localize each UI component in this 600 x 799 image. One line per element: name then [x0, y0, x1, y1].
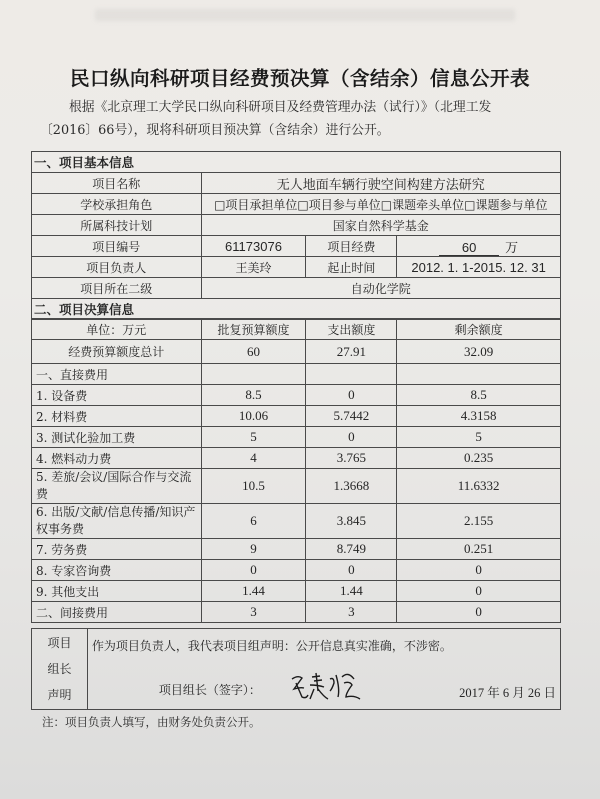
value-leader: 王美玲 — [201, 257, 306, 278]
label-period: 起止时间 — [306, 257, 397, 278]
label-project-no: 项目编号 — [32, 236, 202, 257]
label-project-name: 项目名称 — [32, 173, 202, 194]
row-project-no — [32, 236, 561, 257]
section2-heading: 二、项目决算信息 — [32, 299, 561, 320]
item-label: 1. 设备费 — [32, 385, 202, 406]
value-project-no: 61173076 — [201, 236, 306, 257]
item-label: 5. 差旅/会议/国际合作与交流费 — [32, 469, 202, 504]
item-remaining: 8.5 — [397, 385, 561, 406]
item-remaining: 11.6332 — [397, 469, 561, 504]
section1-heading: 一、项目基本信息 — [32, 152, 561, 173]
handwritten-signature — [288, 669, 368, 703]
label-school-role: 学校承担角色 — [32, 194, 202, 215]
item-budget: 0 — [201, 560, 306, 581]
funding-amount: 60 — [439, 240, 499, 256]
item-spent: 0 — [306, 560, 397, 581]
intro-paragraph — [42, 96, 562, 142]
item-spent: 3.845 — [306, 504, 397, 539]
declaration-row — [32, 629, 561, 710]
header-unit: 单位：万元 — [32, 319, 202, 340]
budget-table — [31, 318, 561, 623]
item-budget: 9 — [201, 539, 306, 560]
indirect-spent: 3 — [306, 602, 397, 623]
signature-label: 项目组长（签字）： — [158, 683, 261, 697]
label-funding: 项目经费 — [306, 236, 397, 257]
item-label: 6. 出版/文献/信息传播/知识产权事务费 — [32, 504, 202, 539]
item-label: 3. 测试化验加工费 — [32, 427, 202, 448]
table-row — [32, 406, 561, 427]
item-spent: 1.44 — [306, 581, 397, 602]
item-budget: 5 — [201, 427, 306, 448]
table-row — [32, 504, 561, 539]
item-spent: 5.7442 — [306, 406, 397, 427]
intro-line-2: 〔2016〕66号），现将科研项目预决算（含结余）进行公开。 — [40, 123, 390, 138]
item-spent: 1.3668 — [306, 469, 397, 504]
item-spent: 0 — [306, 385, 397, 406]
intro-line-1: 根据《北京理工大学民口纵向科研项目及经费管理办法（试行）》（北理工发 — [69, 100, 492, 115]
disclosure-table — [31, 151, 561, 320]
indirect-remaining: 0 — [397, 602, 561, 623]
budget-header-row — [32, 319, 561, 340]
value-period: 2012. 1. 1-2015. 12. 31 — [397, 257, 561, 278]
value-department: 自动化学院 — [201, 278, 560, 299]
header-spent: 支出额度 — [306, 319, 397, 340]
item-spent: 3.765 — [306, 448, 397, 469]
value-program: 国家自然科学基金 — [201, 215, 560, 236]
item-remaining: 4.3158 — [397, 406, 561, 427]
item-label: 8. 专家咨询费 — [32, 560, 202, 581]
table-row — [32, 581, 561, 602]
total-budget: 60 — [201, 340, 306, 364]
document-title: 民口纵向科研项目经费预决算（含结余）信息公开表 — [69, 67, 530, 90]
label-department: 项目所在二级 — [32, 278, 202, 299]
total-label: 经费预算额度总计 — [32, 340, 202, 364]
section2-heading-row — [32, 299, 561, 320]
header-remaining: 剩余额度 — [397, 319, 561, 340]
item-budget: 1.44 — [201, 581, 306, 602]
footnote: 注：项目负责人填写，由财务处负责公开。 — [42, 715, 261, 729]
indirect-budget: 3 — [201, 602, 306, 623]
item-label: 7. 劳务费 — [32, 539, 202, 560]
item-remaining: 2.155 — [397, 504, 561, 539]
table-row — [32, 560, 561, 581]
declaration-statement: 作为项目负责人，我代表项目组声明：公开信息真实准确，不涉密。 — [91, 639, 452, 653]
item-remaining: 0.235 — [397, 448, 561, 469]
section1-heading-row — [32, 152, 561, 173]
direct-heading-row — [32, 364, 561, 385]
bleed-through-text — [95, 9, 515, 21]
item-remaining: 0 — [397, 581, 561, 602]
total-spent: 27.91 — [306, 340, 397, 364]
item-spent: 8.749 — [306, 539, 397, 560]
item-remaining: 5 — [397, 427, 561, 448]
funding-unit: 万 — [505, 239, 519, 255]
value-funding — [397, 236, 561, 257]
item-budget: 4 — [201, 448, 306, 469]
item-budget: 10.06 — [201, 406, 306, 427]
row-leader — [32, 257, 561, 278]
item-label: 9. 其他支出 — [32, 581, 202, 602]
total-row — [32, 340, 561, 364]
item-budget: 8.5 — [201, 385, 306, 406]
item-label: 2. 材料费 — [32, 406, 202, 427]
row-project-name — [32, 173, 561, 194]
total-remaining: 32.09 — [397, 340, 561, 364]
declaration-table — [31, 628, 561, 710]
table-row — [32, 539, 561, 560]
table-row — [32, 469, 561, 504]
label-leader: 项目负责人 — [32, 257, 202, 278]
item-remaining: 0 — [397, 560, 561, 581]
item-remaining: 0.251 — [397, 539, 561, 560]
value-project-name: 无人地面车辆行驶空间构建方法研究 — [201, 173, 560, 194]
item-label: 4. 燃料动力费 — [32, 448, 202, 469]
direct-heading: 一、直接费用 — [32, 364, 202, 385]
table-row — [32, 448, 561, 469]
item-spent: 0 — [306, 427, 397, 448]
item-budget: 6 — [201, 504, 306, 539]
value-school-role: □项目承担单位□项目参与单位□课题牵头单位□课题参与单位 — [201, 194, 560, 215]
header-budget: 批复预算额度 — [201, 319, 306, 340]
row-program — [32, 215, 561, 236]
table-row — [32, 427, 561, 448]
table-row — [32, 385, 561, 406]
declaration-date: 2017 年 6 月 26 日 — [459, 686, 556, 700]
item-budget: 10.5 — [201, 469, 306, 504]
row-school-role — [32, 194, 561, 215]
indirect-label: 二、间接费用 — [32, 602, 202, 623]
declaration-label: 项目 组长 声明 — [32, 629, 88, 710]
label-program: 所属科技计划 — [32, 215, 202, 236]
indirect-row — [32, 602, 561, 623]
row-department — [32, 278, 561, 299]
